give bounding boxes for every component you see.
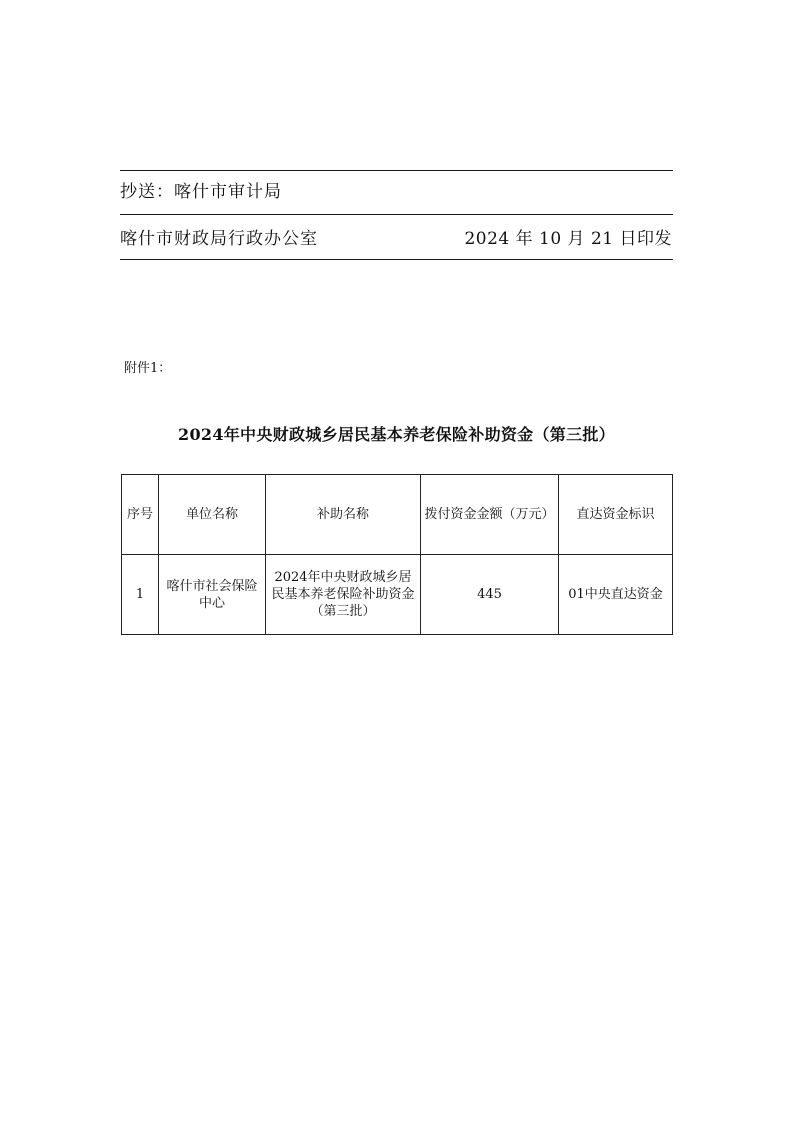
cell-unit-name: 喀什市社会保险中心 (159, 555, 266, 635)
attachment-label: 附件1： (124, 361, 172, 376)
column-header-index: 序号 (122, 475, 159, 555)
cell-subsidy-name: 2024年中央财政城乡居民基本养老保险补助资金（第三批） (266, 555, 421, 635)
column-header-subsidy-name: 补助名称 (266, 475, 421, 555)
cell-amount: 445 (421, 555, 559, 635)
cc-line: 抄送：喀什市审计局 (120, 182, 282, 202)
bottom-divider (120, 259, 673, 260)
funds-table (121, 474, 673, 635)
attachment-title: 2024年中央财政城乡居民基本养老保险补助资金（第三批） (178, 425, 615, 444)
column-header-amount: 拨付资金金额（万元） (421, 475, 559, 555)
table-row (122, 555, 673, 635)
middle-divider (120, 214, 673, 215)
column-header-direct-fund-tag: 直达资金标识 (559, 475, 673, 555)
cell-index: 1 (122, 555, 159, 635)
column-header-unit-name: 单位名称 (159, 475, 266, 555)
table-header-row (122, 475, 673, 555)
issuing-office: 喀什市财政局行政办公室 (120, 229, 318, 249)
issue-date: 2024 年 10 月 21 日印发 (464, 229, 672, 249)
top-divider (120, 170, 673, 171)
cell-direct-fund-tag: 01中央直达资金 (559, 555, 673, 635)
